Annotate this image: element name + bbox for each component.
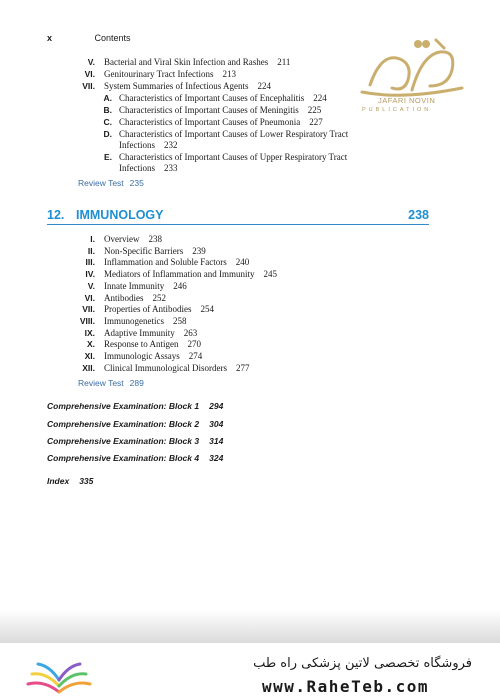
review-test-link[interactable]: Review Test 235 <box>78 178 144 188</box>
chapter-page: 238 <box>408 208 429 222</box>
exam-entry[interactable]: Comprehensive Examination: Block 1 294 <box>47 401 224 411</box>
exam-entry[interactable]: Comprehensive Examination: Block 2 304 <box>47 419 224 429</box>
header-page-number: x <box>47 33 53 43</box>
open-book-icon <box>24 652 94 698</box>
chapter-title: IMMUNOLOGY <box>76 208 164 222</box>
logo-name: JAFARI NOVIN <box>378 96 436 105</box>
exam-entry[interactable]: Comprehensive Examination: Block 4 324 <box>47 453 224 463</box>
exam-entry[interactable]: Comprehensive Examination: Block 3 314 <box>47 436 224 446</box>
store-name: فروشگاه تخصصی لاتین پزشکی راه طب <box>253 656 472 671</box>
store-url[interactable]: www.RaheTeb.com <box>262 677 429 696</box>
chapter-number: 12. <box>47 208 65 222</box>
index-entry[interactable]: Index 335 <box>47 476 94 486</box>
review-test-link[interactable]: Review Test 289 <box>78 378 144 388</box>
running-header <box>47 33 131 43</box>
chapter-heading[interactable] <box>47 206 429 225</box>
header-title: Contents <box>94 33 131 43</box>
page-shadow <box>0 610 500 645</box>
logo-subtitle: PUBLICATION <box>362 107 432 113</box>
book-page: x Contents JAFARI NOVIN PUBLICATION V. Bacterial and Viral Skin Infection and Rashes 211 VI. Genitourinary Tract Infections 213 VII. System Summaries of Infectious Agents 224 A. Characteristics of Important Causes of Encephalitis 224 B. Characteristics of Important Causes of Meningitis 225 C. Characteristics of Important Causes of Pneumonia 227 D. Characteristics of Important Causes of Lower Respiratory Tract Infections 232 E. Characteristics of Important Causes of Upper Respiratory Tract Infections 233 Review Test 235 12. IMMUNOLOGY 238 I. Overview 238 II. Non-Specific Barriers 239 III. Inflammation and Soluble Factors 240 IV. Mediators of Inflammation and Immunity 245 V. Innate Immunity 246 VI. Antibodies 252 VII. Properties of Antibodies 254 VIII. Immunogenetics 258 IX. Adaptive Immunity 263 X. Response to Antigen 270 XI. Immunologic Assays 274 XII. Clinical Immunological Disorders 277 Review Test 289 Comprehensive Examination: Block 1 294 Comprehensive Examination: Block 2 304 Comprehensive Examination: Block 3 314 Comprehensive Examination: Block 4 324 Index 335 <box>0 0 500 640</box>
